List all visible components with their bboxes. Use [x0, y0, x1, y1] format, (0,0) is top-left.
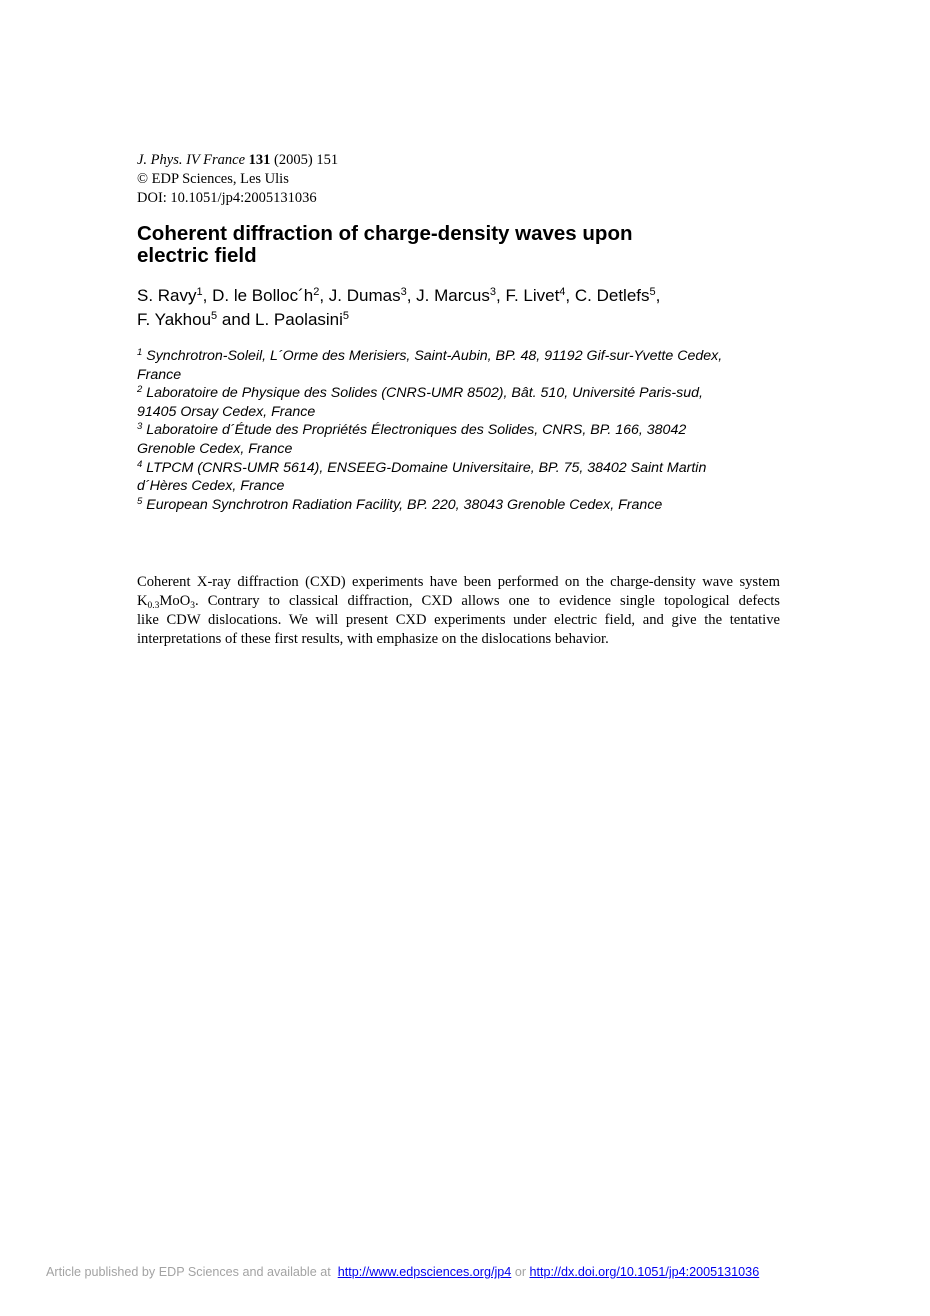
abstract-line: Coherent X-ray diffraction (CXD) experiments have been performed on the charge-density wave system — [137, 574, 780, 590]
paper-title — [137, 223, 737, 267]
affiliation-number: 3 — [137, 421, 143, 433]
author-name: J. Dumas — [328, 286, 401, 305]
paper-title-line-2: electric field — [137, 244, 257, 267]
journal-name: J. Phys. IV France — [137, 152, 246, 168]
affiliation-list — [137, 347, 787, 514]
author-name: F. Yakhou — [137, 310, 212, 329]
journal-link[interactable]: http://www.edpsciences.org/jp4 — [337, 1265, 512, 1279]
formula-element: K — [137, 593, 148, 609]
journal-volume: 131 — [248, 152, 271, 168]
affiliation-text: Laboratoire d´Étude des Propriétés Électroniques des Solides, CNRS, BP. 166, 38042 — [146, 422, 687, 439]
abstract-line: like CDW dislocations. We will present CXD experiments under electric field, and give the tentative — [137, 612, 780, 628]
author-conjunction: and — [221, 310, 251, 329]
abstract-line: interpretations of these first results, with emphasize on the dislocations behavior. — [137, 631, 609, 647]
author-line-1: S. Ravy$^1$, D. le $Bolloc´h^2$, J. Dumas$^3$, J. Marcus$^3$, F. Livet$^4$, C. Detlefs$^5$, — [137, 286, 661, 305]
affiliation-number: 1 — [137, 347, 143, 358]
affiliation-number: 2 — [137, 384, 143, 396]
author-affiliation-mark: 3 — [400, 286, 407, 298]
affiliation-number: 4 — [137, 458, 143, 470]
author-affiliation-mark: 5 — [342, 310, 350, 322]
affiliation-continuation: 91405 Orsay Cedex, France — [137, 403, 316, 420]
affiliation-number: 5 — [137, 495, 143, 507]
affiliation-text: Synchrotron-Soleil, L´Orme des Merisiers, Saint-Aubin, BP. 48, 91192 Gif-sur-Yvette Cedex, — [146, 348, 723, 364]
author-name: L. Paolasini — [255, 310, 343, 329]
author-affiliation-mark: 5 — [649, 286, 656, 298]
journal-citation — [137, 151, 787, 170]
author-name: C. Detlefs — [574, 286, 650, 305]
author-list — [137, 284, 797, 332]
affiliation-continuation: France — [137, 366, 182, 383]
author-affiliation-mark: 1 — [196, 286, 203, 298]
footer-prefix: Article published by EDP Sciences and available at — [46, 1265, 331, 1279]
author-affiliation-mark: 5 — [211, 310, 218, 322]
journal-header — [137, 151, 787, 208]
author-affiliation-mark: 2 — [313, 286, 320, 298]
author-line-2 — [137, 308, 797, 332]
journal-year-page: (2005) 151 — [274, 152, 339, 168]
affiliation-text: European Synchrotron Radiation Facility, BP. 220, 38043 Grenoble Cedex, France — [146, 496, 663, 513]
abstract-line — [137, 592, 780, 611]
affiliation-item — [137, 421, 787, 440]
formula-element: MoO — [159, 593, 191, 609]
abstract-text: . Contrary to classical diffraction, CXD allows one to evidence single topological defects — [194, 593, 780, 609]
affiliation-text: LTPCM (CNRS-UMR 5614), ENSEEG-Domaine Universitaire, BP. 75, 38402 Saint Martin — [146, 459, 707, 476]
affiliation-item — [137, 496, 787, 515]
affiliation-item — [137, 347, 787, 366]
formula-subscript: 3 — [190, 601, 195, 611]
paper-title-line-1: Coherent diffraction of charge-density waves upon — [137, 222, 633, 245]
affiliation-item — [137, 384, 787, 403]
abstract — [137, 573, 780, 649]
author-name: D. le Bolloc´h — [212, 286, 314, 305]
footer-or: or — [514, 1265, 527, 1279]
affiliation-text: Laboratoire de Physique des Solides (CNRS-UMR 8502), Bât. 510, Université Paris-sud, — [146, 385, 703, 402]
chemical-formula — [137, 593, 195, 609]
author-affiliation-mark: 4 — [559, 286, 566, 298]
author-name: S. Ravy — [137, 286, 197, 305]
author-name: F. Livet — [505, 286, 560, 305]
affiliation-continuation: d´Hères Cedex, France — [137, 478, 285, 495]
formula-subscript: 0.3 — [147, 601, 160, 611]
journal-copyright: © EDP Sciences, Les Ulis — [137, 171, 289, 187]
author-affiliation-mark: 3 — [489, 286, 496, 298]
author-name: J. Marcus — [416, 286, 490, 305]
journal-doi: DOI: 10.1051/jp4:2005131036 — [137, 190, 317, 206]
publisher-footer — [46, 1264, 906, 1280]
affiliation-continuation: Grenoble Cedex, France — [137, 440, 293, 457]
affiliation-item — [137, 459, 787, 478]
doi-link[interactable]: http://dx.doi.org/10.1051/jp4:2005131036 — [529, 1265, 760, 1279]
